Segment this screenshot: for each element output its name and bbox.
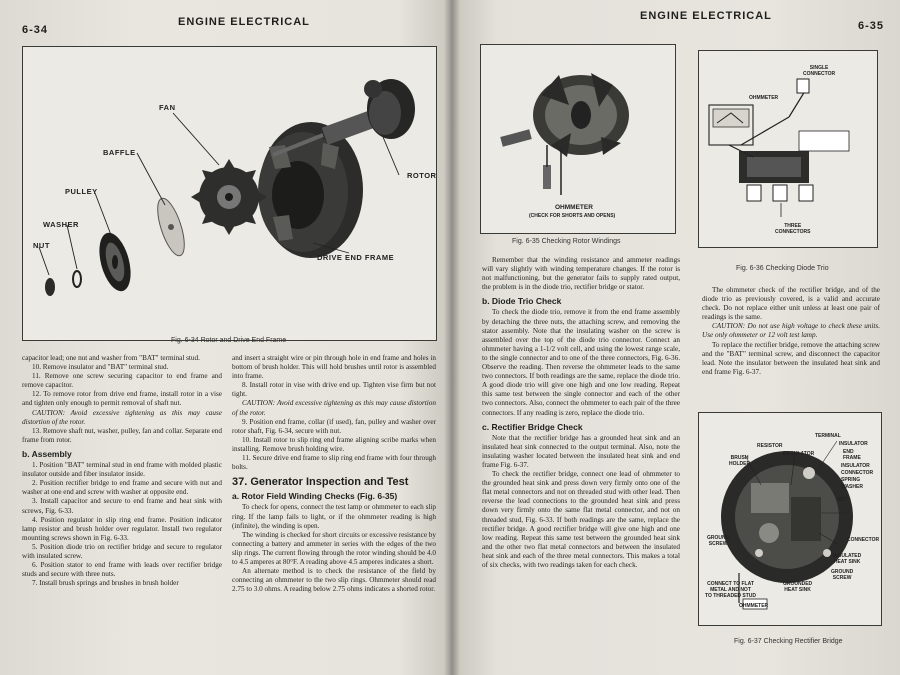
paragraph: 10. Remove insulator and "BAT" terminal stud. xyxy=(32,363,169,372)
figure-6-35 xyxy=(480,44,676,234)
paragraph: 2. Position rectifier bridge to end frame and secure with nut and washer at one end and screw with washer at opposite end. xyxy=(22,479,222,497)
label-washer: WASHER xyxy=(841,484,863,490)
figure-6-36 xyxy=(698,50,878,248)
caution-text: CAUTION: Avoid excessive tightening as this may cause distortion of the rotor. xyxy=(232,399,436,417)
label-pulley: PULLEY xyxy=(65,187,98,196)
label-frame: FRAME xyxy=(843,455,861,461)
label-text: BRUSH xyxy=(730,455,749,461)
paragraph: 13. Remove shaft nut, washer, pulley, fan and collar. Separate end frame from rotor. xyxy=(22,426,222,444)
label-text: GROUND xyxy=(831,569,854,575)
label-ground-screw-left xyxy=(707,535,729,547)
paragraph: To check the rectifier bridge, connect one lead of ohmmeter to the grounded heat sink and press down very firmly onto one of the flat metal connectors and not on threaded stud with other lead. Then reverse the lead connections to the grounded heat sink and press down very firmly onto the same flat metal connector, and not on threaded stud, Fig. 6-33. If both readings are the same, replace the rectifier bridge. A good rectifier bridge will give one high and one low reading. Repeat this same test between the grounded heat sink and the other two flat metal connectors and between the insulated heat sink and each of the three metal connectors. This makes a total of six checks, with two readings taken for each check. xyxy=(482,470,680,569)
label-text: SCREW xyxy=(832,575,852,581)
label-insulator-2: INSULATOR xyxy=(841,463,870,469)
paragraph: 6. Position stator to end frame with leads over rectifier bridge studs and secure with three nuts. xyxy=(22,561,222,579)
label-nut: NUT xyxy=(33,241,50,250)
left-column-1 xyxy=(22,354,222,588)
label-text: TO THREADED STUD xyxy=(705,593,757,599)
diode-trio-illustration xyxy=(699,51,877,247)
label-text: HEAT SINK xyxy=(833,559,861,565)
paragraph: 3. Install capacitor and secure to end frame and heat sink with screws, Fig. 6-33. xyxy=(22,497,222,515)
label-text: HEAT SINK xyxy=(784,587,811,593)
paragraph: Remember that the winding resistance and ammeter readings will vary slightly with winding temperature changes. If the rotor is not malfunctioning, but the generator fails to supply rated output, the problem is in the diode trio, rectifier bridge or stator. xyxy=(482,256,680,292)
label-text: SCREW xyxy=(708,541,728,547)
paragraph: 9. Position end frame, collar (if used), fan, pulley and washer over rotor shaft, Fig. 6-34, secure with nut. xyxy=(232,417,436,435)
label-connect-flat-metal xyxy=(705,581,756,599)
label-ground-screw-right xyxy=(831,569,853,581)
label-text: CONNECT TO FLAT xyxy=(707,581,754,587)
label-single-connector xyxy=(803,65,835,77)
label-spring: SPRING xyxy=(841,477,861,483)
label-end: END xyxy=(843,449,854,455)
label-text: INSULATED xyxy=(833,553,862,559)
label-washer: WASHER xyxy=(43,220,79,229)
paragraph: 10. Install rotor to slip ring end frame aligning scribe marks when installing. Remove brush holding wire. xyxy=(232,435,436,453)
label-check-shorts: (CHECK FOR SHORTS AND OPENS) xyxy=(529,213,616,219)
subsection-heading: a. Rotor Field Winding Checks (Fig. 6-35) xyxy=(232,491,398,502)
right-page xyxy=(452,0,900,675)
caution-text: CAUTION: Avoid excessive tightening as this may cause distortion of the rotor. xyxy=(22,408,222,426)
label-resistor: RESISTOR xyxy=(757,443,783,449)
diode-trio-heading: b. Diode Trio Check xyxy=(482,296,562,307)
paragraph: The winding is checked for short circuits or excessive resistance by connecting a battery and ammeter in series with the edges of the two slip rings. The current flowing through the rotor winding should be 4.0 to 4.5 amperes at 80°F. A reading above 4.5 amperes indicates a short. xyxy=(232,530,436,566)
label-text: GROUNDED xyxy=(783,581,813,587)
right-column-1 xyxy=(482,256,680,570)
label-ohmmeter: OHMMETER xyxy=(555,204,593,211)
label-drive-end-frame: DRIVE END FRAME xyxy=(317,253,395,262)
label-ohmmeter: OHMMETER xyxy=(749,95,779,101)
paragraph: To check for opens, connect the test lamp or ohmmeter to each slip ring. If the lamp fails to light, or if the ohmmeter reading is high (infinite), the winding is open. xyxy=(232,503,436,530)
label-grounded-heat-sink xyxy=(783,581,812,593)
page-number: 6-34 xyxy=(22,24,49,36)
label-text: CONNECTOR xyxy=(803,71,836,77)
paragraph: 4. Position regulator in slip ring end frame. Position indicator lamp resistor and brush holder over regulator. Install two regulator mounting screws shown in Fig. 6-33. xyxy=(22,515,222,542)
book-gutter xyxy=(444,0,460,675)
paragraph: To check the diode trio, remove it from the end frame assembly by detaching the three nuts, the attaching screw, and removing the stator assembly. Note that the insulating washer on the screw is assembled over the top of the diode trio connector. Connect an ohmmeter having a 1-1/2 volt cell, and using the lowest range scale, to the single connector and to one of the three connectors, Fig. 6-36. Observe the reading. Then reverse the ohmmeter leads to the same two connectors. If both readings are the same, replace the diode trio. A good diode trio will give one high and one low reading. Repeat this same test between the single connector and each of the other two connectors. Also, connect the ohmmeter to each pair of the three connectors. If any reading is zero, replace the diode trio. xyxy=(482,308,680,417)
page-number: 6-35 xyxy=(858,20,885,32)
paragraph: 12. To remove rotor from drive end frame, install rotor in a vise and tighten only enough to permit removal of shaft nut. xyxy=(22,390,222,408)
label-connector-right: CONNECTOR xyxy=(847,537,880,543)
label-fan: FAN xyxy=(159,103,176,112)
paragraph: 5. Position diode trio on rectifier bridge and secure to regulator with insulated screw. xyxy=(22,542,222,560)
label-text: CONNECTORS xyxy=(775,229,811,235)
label-connector: CONNECTOR xyxy=(841,470,874,476)
paragraph: 7. Install brush springs and brushes in brush holder xyxy=(32,579,179,588)
paragraph: An alternate method is to check the resistance of the field by connecting an ohmmeter to the two slip rings. Ohmmeter should read 2.75 to 3.0 ohms. A reading below 2.75 ohms indicates a shorted rotor. xyxy=(232,567,436,594)
assembly-heading: b. Assembly xyxy=(22,448,72,459)
paragraph: 1. Position "BAT" terminal stud in end frame with molded plastic insulator outside and fiber insulator inside. xyxy=(22,461,222,479)
paragraph: To replace the rectifier bridge, remove the attaching screw and the "BAT" terminal screw, and disconnect the capacitor lead. Note the insulator between the insulated heat sink and end frame Fig. 6-37. xyxy=(702,340,880,376)
section-heading: 37. Generator Inspection and Test xyxy=(232,476,409,489)
rectifier-heading: c. Rectifier Bridge Check xyxy=(482,421,583,432)
figure-caption: Fig. 6-34 Rotor and Drive End Frame xyxy=(171,337,287,344)
label-three-connectors xyxy=(775,223,810,235)
label-text: GROUND xyxy=(707,535,730,541)
paragraph: and insert a straight wire or pin through hole in end frame and holes in bottom of brush holder. This will hold brushes until rotor is assembled into frame. xyxy=(232,354,436,381)
label-terminal: TERMINAL xyxy=(815,433,841,439)
label-insulated-heat-sink xyxy=(833,553,861,565)
label-text: HOLDER xyxy=(729,461,751,467)
paragraph: The ohmmeter check of the rectifier bridge, and of the diode trio as previously covered, is a valid and accurate check. Do not replace either unit unless at least one pair of readings is the same. xyxy=(702,286,880,322)
left-column-2 xyxy=(232,354,436,594)
label-ohmmeter: OHMMETER xyxy=(739,603,769,609)
page-header: ENGINE ELECTRICAL xyxy=(640,10,772,22)
label-baffle: BAFFLE xyxy=(103,148,136,157)
label-nut: NUT xyxy=(837,497,848,503)
label-rotor: ROTOR xyxy=(407,171,437,180)
label-brush-holder xyxy=(729,455,750,467)
paragraph: 11. Secure drive end frame to slip ring end frame with four through bolts. xyxy=(232,454,436,472)
label-text: THREE xyxy=(784,223,802,229)
label-insulator: INSULATOR xyxy=(839,441,868,447)
paragraph: Note that the rectifier bridge has a grounded heat sink and an insulated heat sink connected to the output terminal. Also, note the insulating washer located between the insulated heat sink and end frame Fig. 6-37. xyxy=(482,433,680,469)
paragraph: 11. Remove one screw securing capacitor to end frame and remove capacitor. xyxy=(22,372,222,390)
figure-caption: Fig. 6-37 Checking Rectifier Bridge xyxy=(734,638,843,645)
figure-6-37 xyxy=(698,412,882,626)
figure-caption: Fig. 6-36 Checking Diode Trio xyxy=(736,265,829,272)
paragraph: 8. Install rotor in vise with drive end up. Tighten vise firm but not tight. xyxy=(232,381,436,399)
label-regulator: REGULATOR xyxy=(783,451,815,457)
right-column-2 xyxy=(702,286,880,377)
caution-text: CAUTION: Do not use high voltage to check these units. Use only ohmmeter or 12 volt test lamp. xyxy=(702,322,880,340)
label-text: METAL AND NOT xyxy=(710,587,751,593)
paragraph: capacitor lead; one nut and washer from "BAT" terminal stud. xyxy=(22,354,200,362)
figure-caption: Fig. 6-35 Checking Rotor Windings xyxy=(512,238,621,245)
figure-6-34 xyxy=(22,46,437,344)
page-header: ENGINE ELECTRICAL xyxy=(178,16,310,28)
label-text: SINGLE xyxy=(809,65,829,71)
